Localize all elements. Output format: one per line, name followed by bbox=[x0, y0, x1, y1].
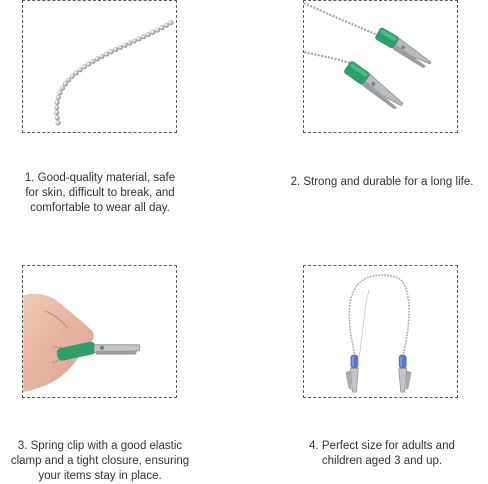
chain-bead bbox=[56, 120, 61, 125]
chain-bead bbox=[118, 45, 123, 50]
chain-bead bbox=[55, 115, 60, 120]
chain-bead bbox=[137, 37, 142, 42]
caption-line: your items stay in place. bbox=[38, 470, 162, 482]
product-image-hand-clip bbox=[22, 265, 177, 398]
caption-line: 4. Perfect size for adults and bbox=[309, 440, 455, 452]
alligator-clips-icon bbox=[304, 1, 457, 132]
chain-bead bbox=[146, 32, 151, 37]
chain-bead bbox=[78, 67, 83, 72]
chain-bead bbox=[164, 23, 169, 28]
chain-bead bbox=[63, 82, 68, 87]
chain-bead bbox=[132, 39, 137, 44]
product-image-bead-chain bbox=[22, 0, 177, 133]
product-image-full-chain bbox=[303, 265, 458, 398]
chain-bead bbox=[70, 74, 75, 79]
chain-bead bbox=[104, 52, 109, 57]
caption-line: clamp and a tight closure, ensuring bbox=[10, 455, 190, 467]
caption-line: 2. Strong and durable for a long life. bbox=[290, 176, 474, 188]
caption-line: children aged 3 and up. bbox=[321, 455, 443, 467]
chain-bead bbox=[74, 71, 79, 76]
caption-line: 3. Spring clip with a good elastic bbox=[17, 440, 183, 452]
caption-line: 1. Good-quality material, safe bbox=[24, 172, 176, 184]
chain-bead bbox=[113, 47, 118, 52]
full-bib-chain-icon bbox=[304, 266, 457, 397]
chain-bead bbox=[54, 110, 59, 115]
chain-bead bbox=[169, 20, 174, 25]
bead-chain-icon bbox=[23, 1, 176, 132]
hand-holding-clip-icon bbox=[23, 266, 176, 397]
chain-bead bbox=[60, 86, 65, 91]
chain-bead bbox=[109, 49, 114, 54]
feature-caption-1 bbox=[0, 171, 200, 216]
chain-bead bbox=[123, 43, 128, 48]
feature-caption-4 bbox=[276, 439, 488, 469]
chain-bead bbox=[160, 25, 165, 30]
chain-bead bbox=[91, 59, 96, 64]
chain-bead bbox=[141, 34, 146, 39]
caption-line: for skin, difficult to break, and bbox=[25, 187, 175, 199]
chain-bead bbox=[56, 95, 61, 100]
chain-bead bbox=[151, 30, 156, 35]
chain-bead bbox=[66, 78, 71, 83]
caption-line: comfortable to wear all day. bbox=[30, 202, 170, 214]
chain-bead bbox=[100, 54, 105, 59]
feature-caption-2 bbox=[276, 175, 488, 190]
chain-bead bbox=[86, 62, 91, 67]
chain-bead bbox=[58, 90, 63, 95]
chain-bead bbox=[82, 64, 87, 69]
feature-caption-3 bbox=[0, 439, 200, 484]
chain-bead bbox=[54, 105, 59, 110]
product-image-clips bbox=[303, 0, 458, 133]
chain-bead bbox=[55, 100, 60, 105]
chain-bead bbox=[127, 41, 132, 46]
chain-bead bbox=[155, 28, 160, 33]
chain-bead bbox=[95, 56, 100, 61]
